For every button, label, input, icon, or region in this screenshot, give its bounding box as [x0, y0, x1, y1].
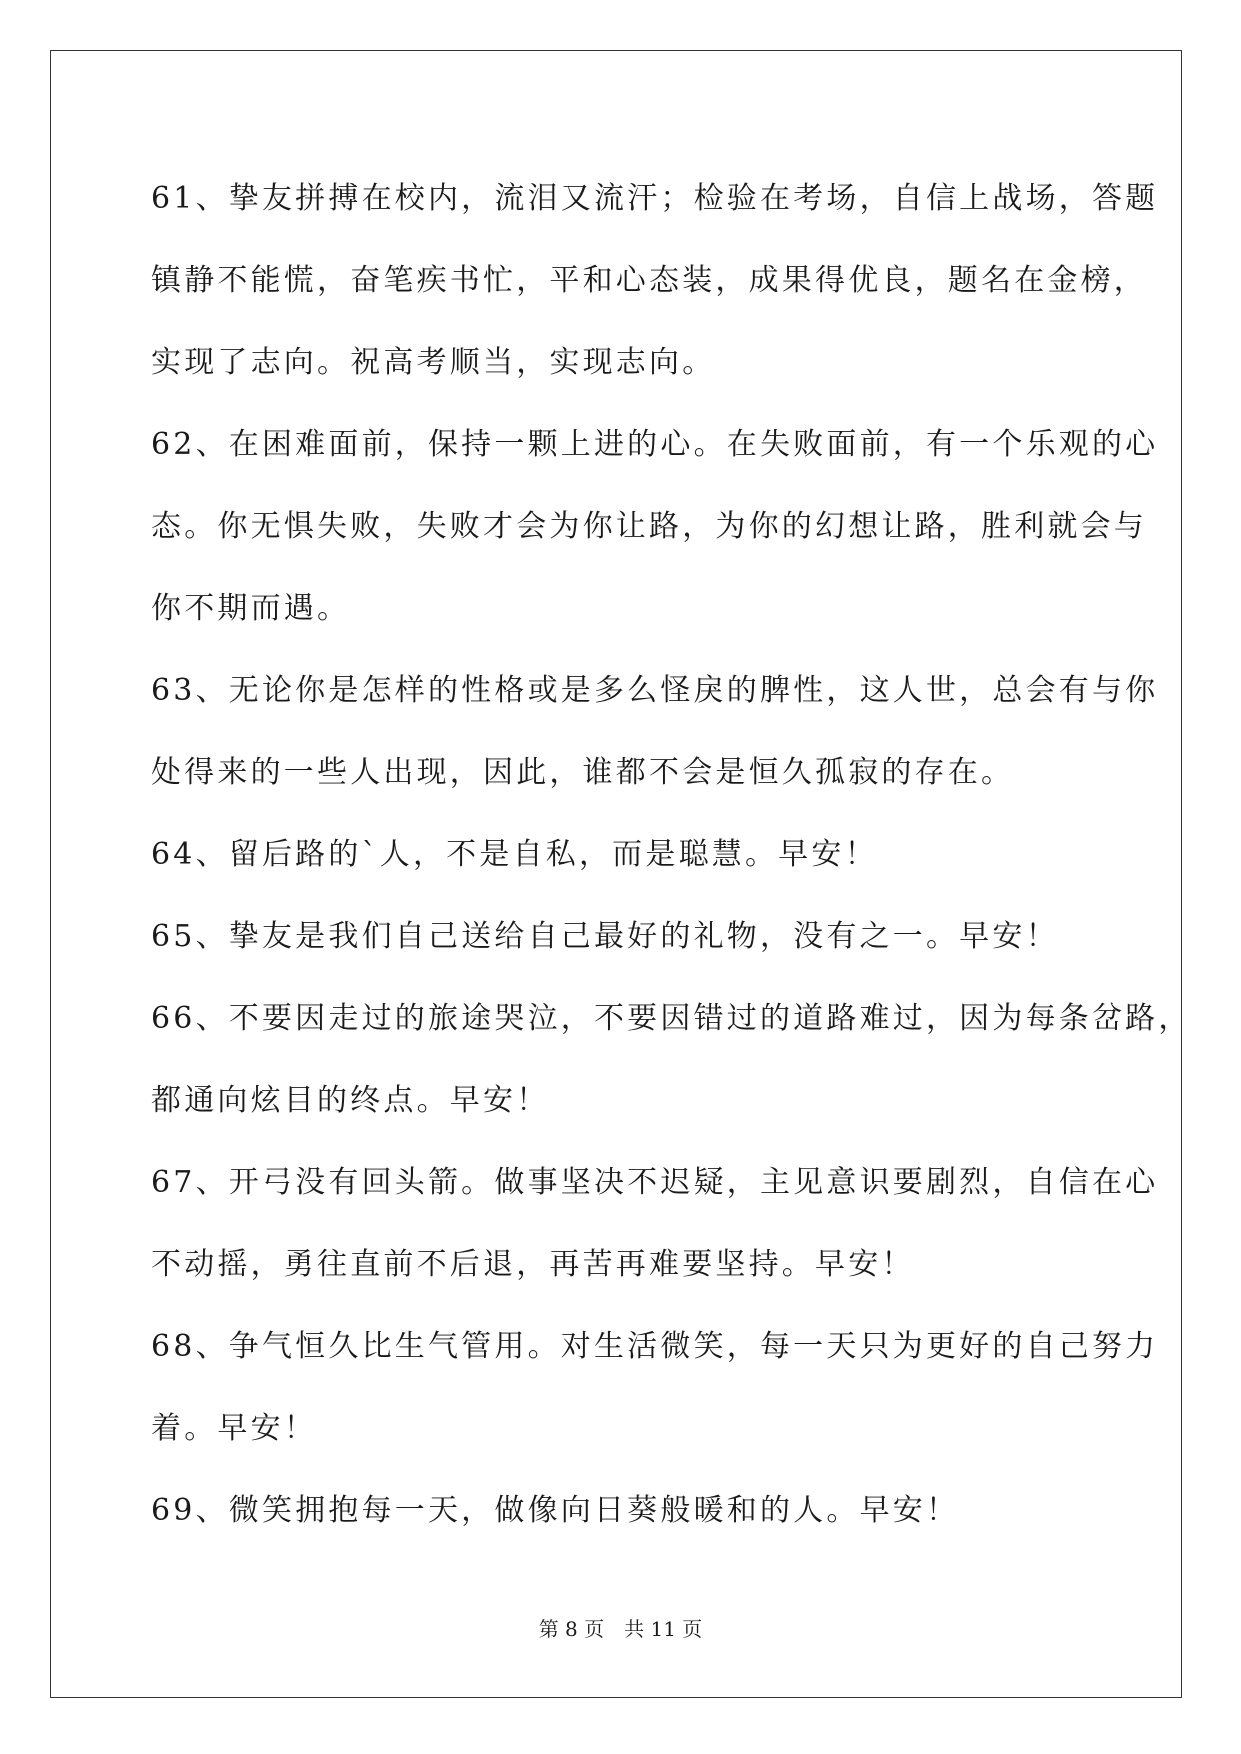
page-number-footer: 第 8 页 共 11 页 — [538, 1617, 703, 1641]
text-line: 着。早安！ — [151, 1411, 317, 1446]
paragraph-64 — [151, 814, 1091, 896]
paragraph-61 — [151, 158, 1159, 404]
paragraph-62 — [151, 404, 1159, 650]
document-body — [151, 158, 1192, 1552]
paragraph-68 — [151, 1306, 1159, 1470]
text-line: 66、不要因走过的旅途哭泣，不要因错过的道路难过，因为每条岔路， — [151, 1001, 1192, 1036]
text-line: 实现了志向。祝高考顺当，实现志向。 — [151, 345, 716, 380]
paragraph-69 — [151, 1470, 1091, 1552]
text-line: 65、挚友是我们自己送给自己最好的礼物，没有之一。早安！ — [151, 919, 1059, 954]
paragraph-66 — [151, 978, 1192, 1142]
text-line: 67、开弓没有回头箭。做事坚决不迟疑，主见意识要剧烈，自信在心 — [151, 1165, 1159, 1200]
text-line: 你不期而遇。 — [151, 591, 351, 626]
text-line: 处得来的一些人出现，因此，谁都不会是恒久孤寂的存在。 — [151, 755, 1015, 790]
text-line: 64、留后路的`人，不是自私，而是聪慧。早安！ — [151, 837, 878, 872]
text-line: 63、无论你是怎样的性格或是多么怪戾的脾性，这人世，总会有与你 — [151, 673, 1159, 708]
text-line: 不动摇，勇往直前不后退，再苦再难要坚持。早安！ — [151, 1247, 915, 1282]
text-line: 69、微笑拥抱每一天，做像向日葵般暖和的人。早安！ — [151, 1493, 960, 1528]
text-line: 61、挚友拼搏在校内，流泪又流汗；检验在考场，自信上战场，答题 — [151, 181, 1159, 216]
paragraph-65 — [151, 896, 1091, 978]
paragraph-67 — [151, 1142, 1159, 1306]
paragraph-63 — [151, 650, 1159, 814]
text-line: 68、争气恒久比生气管用。对生活微笑，每一天只为更好的自己努力 — [151, 1329, 1159, 1364]
text-line: 镇静不能慌，奋笔疾书忙，平和心态装，成果得优良，题名在金榜， — [151, 263, 1147, 298]
text-line: 62、在困难面前，保持一颗上进的心。在失败面前，有一个乐观的心 — [151, 427, 1159, 462]
text-line: 态。你无惧失败，失败才会为你让路，为你的幻想让路，胜利就会与 — [151, 509, 1147, 544]
text-line: 都通向炫目的终点。早安！ — [151, 1083, 550, 1118]
